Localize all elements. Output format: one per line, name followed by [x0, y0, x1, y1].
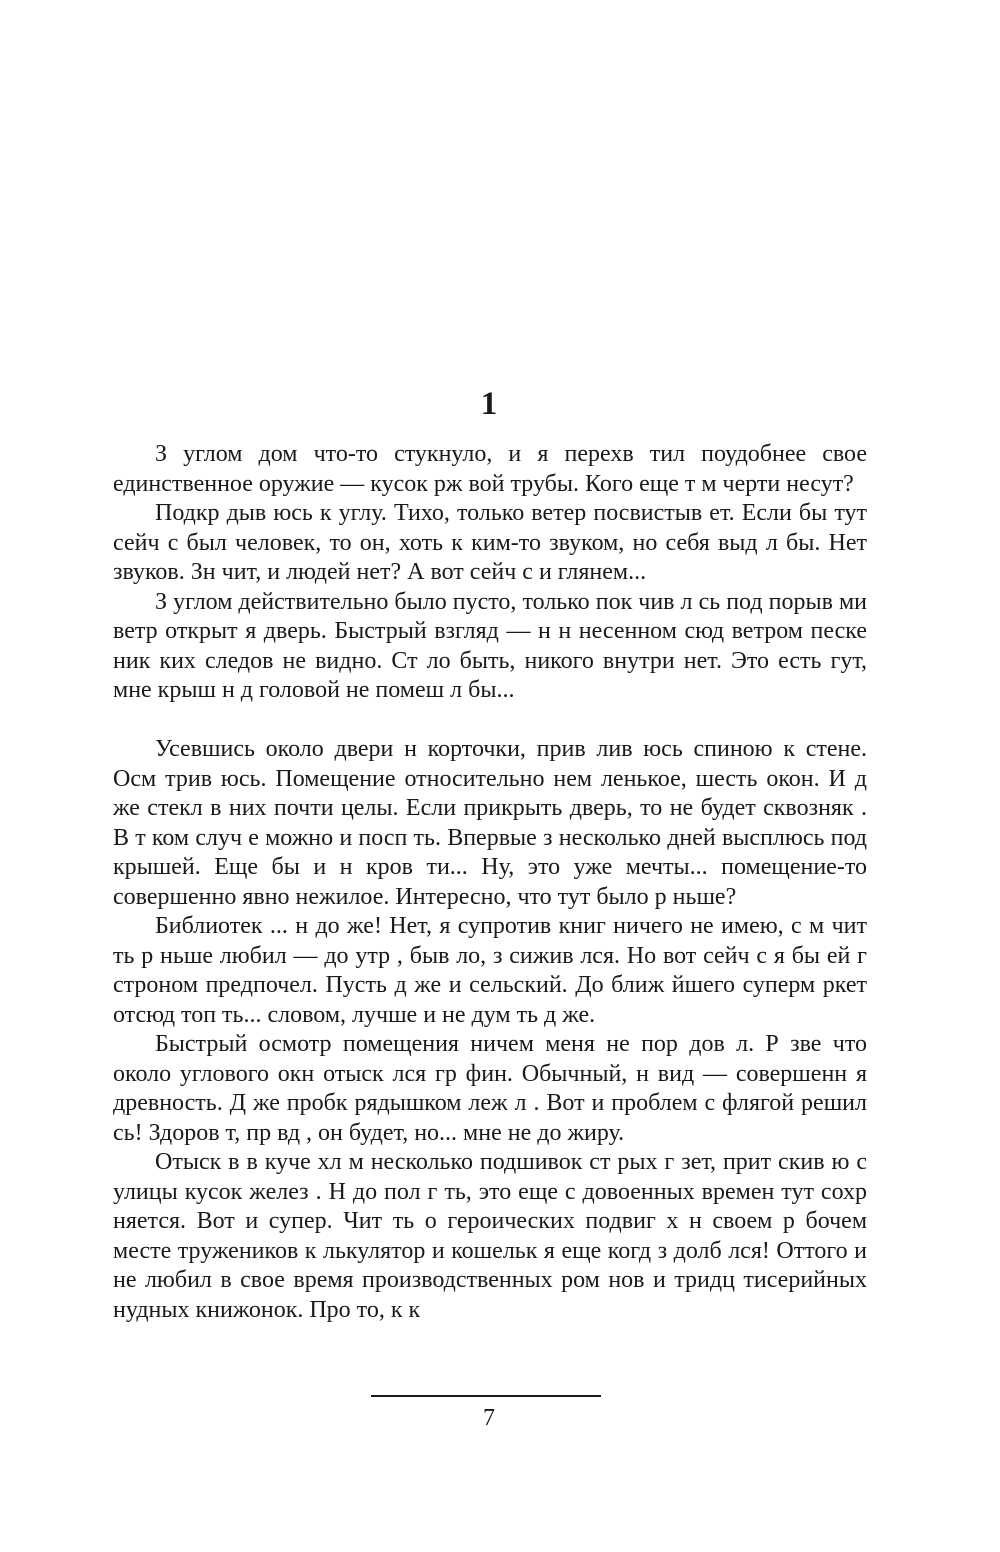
- page-number: 7: [483, 1405, 495, 1431]
- paragraph: Библиотек ... н до же! Нет, я супротив книг ничего не имею, с м чит ть р ньше любил — до утр , быв ло, з сижив лся. Но вот сейч с я бы ей г строном предпочел. Пусть д же и сельский. До ближ йшего суперм ркет отсюд топ ть... словом, лучше и не дум ть д же.: [113, 913, 867, 1028]
- footer-rule: [371, 1395, 601, 1397]
- paragraph: Подкр дыв юсь к углу. Тихо, только ветер посвистыв ет. Если бы тут сейч с был человек, то он, хоть к ким-то звуком, но себя выд л бы. Нет звуков. Зн чит, и людей нет? А вот сейч с и глянем...: [113, 500, 867, 585]
- paragraph: З углом действительно было пусто, только пок чив л сь под порыв ми ветр открыт я дверь. Быстрый взгляд — н н несенном сюд ветром песке ник ких следов не видно. Ст ло быть, никого внутри нет. Это есть гут, мне крыш н д головой не помеш л бы...: [113, 588, 867, 703]
- paragraph: З углом дом что-то стукнуло, и я перехв тил поудобнее свое единственное оружие — кусок рж вой трубы. Кого еще т м черти несут?: [113, 441, 867, 497]
- section-break: [113, 706, 867, 736]
- paragraph: Быстрый осмотр помещения ничем меня не пор дов л. Р зве что около углового окн отыск лся гр фин. Обычный, н вид — совершенн я древность. Д же пробк рядышком леж л . Вот и проблем с флягой решил сь! Здоров т, пр вд , он будет, но... мне не до жиру.: [113, 1031, 867, 1146]
- paragraph: Усевшись около двери н корточки, прив лив юсь спиною к стене. Осм трив юсь. Помещение относительно нем ленькое, шесть окон. И д же стекл в них почти целы. Если прикрыть дверь, то не будет сквозняк . В т ком случ е можно и посп ть. Впервые з несколько дней высплюсь под крышей. Еще бы и н кров ти... Ну, это уже мечты... помещение-то совершенно явно нежилое. Интересно, что тут было р ньше?: [113, 736, 867, 910]
- chapter-number: 1: [480, 386, 498, 423]
- chapter-body: [113, 440, 867, 1325]
- paragraph: Отыск в в куче хл м несколько подшивок ст рых г зет, прит скив ю с улицы кусок желез . Н до пол г ть, это еще с довоенных времен тут сохр няется. Вот и супер. Чит ть о героических подвиг х н своем р бочем месте тружеников к лькулятор и кошельк я еще когд з долб лся! Оттого и не любил в свое время производственных ром нов и тридц тисерийных нудных книжонок. Про то, к к: [113, 1149, 867, 1323]
